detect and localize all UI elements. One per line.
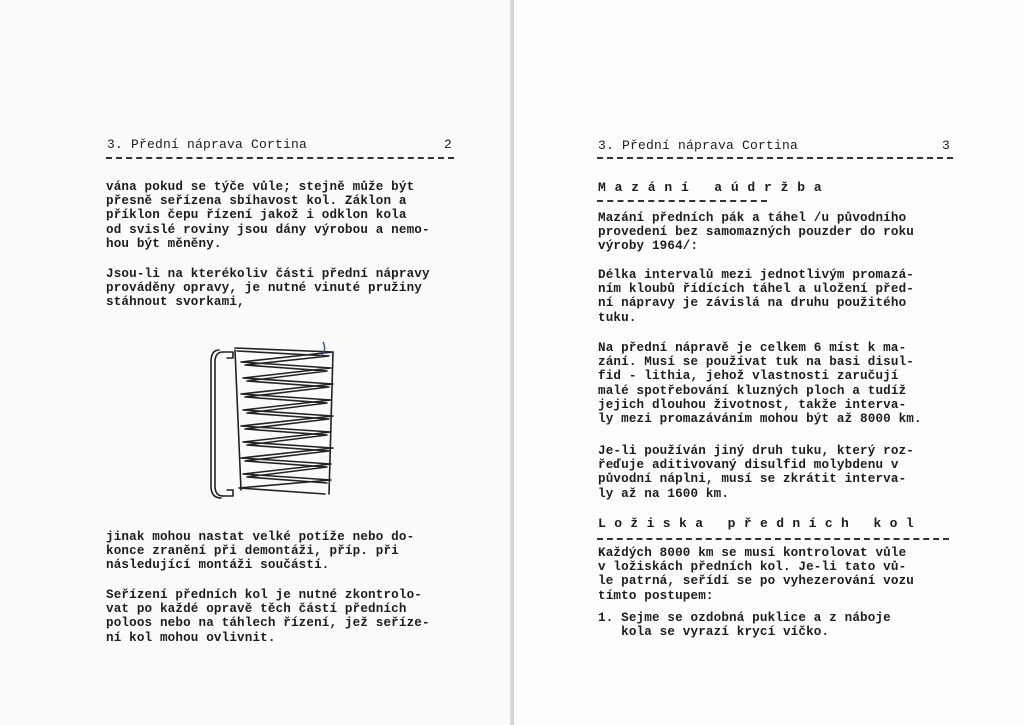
left-header-rule xyxy=(106,157,454,159)
right-paragraph-2: Délka intervalů mezi jednotlivým promazá- ním kloubů řídících táhel a uložení před- ní nápravy je závislá na druhu použitého tuku. xyxy=(598,268,915,325)
right-page-header xyxy=(598,138,950,153)
left-paragraph-1: vána pokud se týče vůle; stejně může být přesně seřízena sbíhavost kol. Záklon a příklon čepu řízení jakož i odklon kola od svislé roviny jsou dány výrobou a nemo- hou být měněny. xyxy=(106,180,430,251)
left-header-title: 3. Přední náprava Cortina xyxy=(107,137,308,152)
right-page-number: 3 xyxy=(942,138,951,153)
section2-title-underline xyxy=(597,538,949,540)
left-paragraph-2: Jsou-li na kterékoliv části přední nápravy prováděny opravy, je nutné vinuté pružiny stáhnout svorkami, xyxy=(106,267,430,310)
right-paragraph-5: Každých 8000 km se musí kontrolovat vůle v ložiskách předních kol. Je-li tato vů- le patrná, seřídí se po vyhezerování vozu tímto postupem: xyxy=(598,546,915,603)
right-paragraph-3: Na přední nápravě je celkem 6 míst k ma- zání. Musí se používat tuk na basi disul- fid - lithia, jehož vlastnosti zaručují malé spotřebování kluzných ploch a tudíž jejich dlouhou životnost, takže interva- ly mezi promazáváním mohou být až 8000 km. xyxy=(598,341,922,427)
right-paragraph-1: Mazání předních pák a táhel /u původního provedení bez samomazných pouzder do roku výroby 1964/: xyxy=(598,211,915,254)
left-page-header xyxy=(107,137,457,152)
coil-spring-with-clamp-figure xyxy=(205,338,375,503)
right-header-rule xyxy=(597,157,953,159)
section-title-lubrication: M a z á n í a ú d r ž b a xyxy=(598,180,823,195)
right-header-title: 3. Přední náprava Cortina xyxy=(598,138,799,153)
section-title-underline xyxy=(597,200,767,202)
section-title-wheel-bearings: L o ž i s k a p ř e d n í c h k o l xyxy=(598,516,914,531)
right-paragraph-4: Je-li používán jiný druh tuku, který roz- řeďuje aditivovaný disulfid molybdenu v původní náplni, musí se zkrátit interva- ly až na 1600 km. xyxy=(598,444,915,501)
left-paragraph-4: Seřízení předních kol je nutné zkontrolo- vat po každé opravě těch částí předních poloos nebo na táhlech řízení, jež seříze- ní kol mohou ovlivnit. xyxy=(106,588,430,645)
left-paragraph-3: jinak mohou nastat velké potíže nebo do- konce zranění při demontáži, příp. při následující montáži součástí. xyxy=(106,530,415,573)
right-page xyxy=(514,0,1024,725)
right-list-item-1: 1. Sejme se ozdobná puklice a z náboje kola se vyrazí krycí víčko. xyxy=(598,611,891,640)
left-page-number: 2 xyxy=(444,137,453,152)
